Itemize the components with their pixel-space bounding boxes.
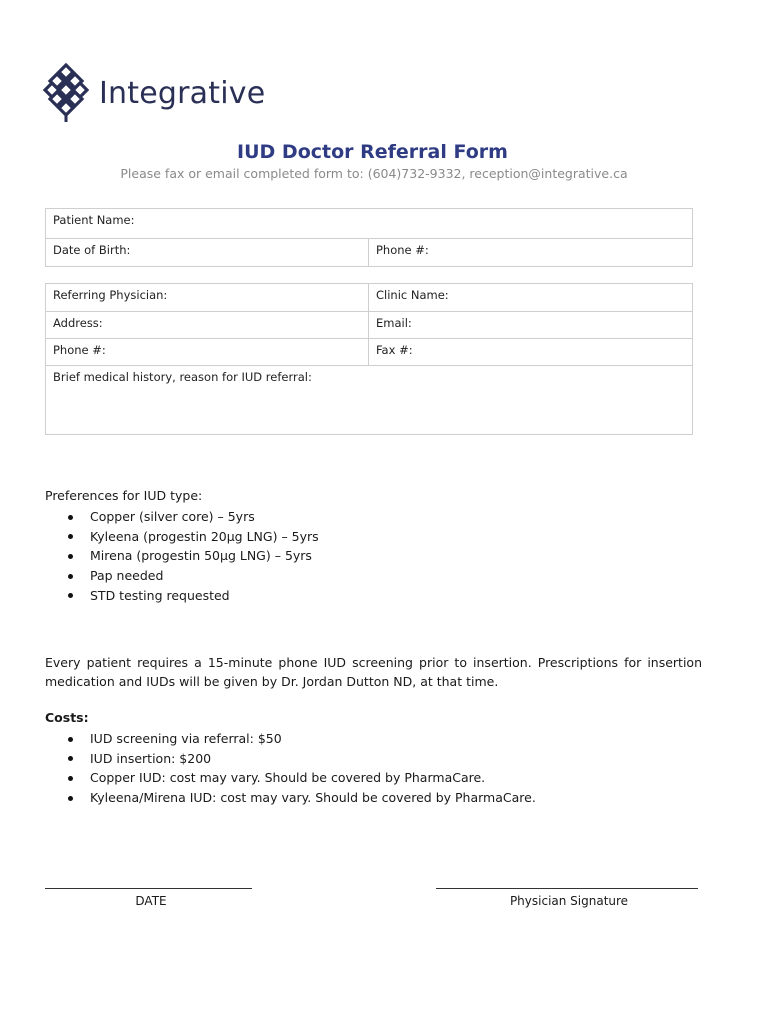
physician-phone-label: Phone #: (53, 343, 106, 357)
fax-label: Fax #: (376, 343, 413, 357)
patient-phone-label: Phone #: (376, 243, 429, 257)
clinic-name-field[interactable] (369, 284, 692, 311)
physician-signature-line[interactable] (436, 888, 698, 889)
logo-wordmark: Integrative (99, 75, 266, 111)
screening-note: Every patient requires a 15-minute phone IUD screening prior to insertion. Prescriptions for insertion medication and IUDs will be given by Dr. Jordan Dutton ND, at that time. (45, 655, 702, 689)
costs-list (66, 729, 536, 808)
address-field[interactable] (46, 312, 369, 338)
company-logo (43, 62, 265, 124)
list-item: Pap needed (66, 566, 319, 586)
physician-signature-label: Physician Signature (509, 894, 629, 908)
date-label: DATE (135, 894, 167, 908)
patient-phone-field[interactable] (369, 239, 692, 267)
list-item: STD testing requested (66, 586, 319, 606)
costs-heading: Costs: (45, 710, 89, 725)
patient-info-box (45, 208, 693, 267)
patient-name-label: Patient Name: (53, 213, 135, 227)
list-item: Kyleena/Mirena IUD: cost may vary. Should be covered by PharmaCare. (66, 788, 536, 808)
preferences-list (66, 507, 319, 605)
fax-field[interactable] (369, 339, 692, 365)
email-field[interactable] (369, 312, 692, 338)
clinic-name-label: Clinic Name: (376, 288, 449, 302)
list-item: IUD insertion: $200 (66, 749, 536, 769)
list-item: Mirena (progestin 50µg LNG) – 5yrs (66, 546, 319, 566)
physician-phone-field[interactable] (46, 339, 369, 365)
diamond-lattice-icon (43, 62, 89, 124)
date-of-birth-label: Date of Birth: (53, 243, 131, 257)
physician-info-box (45, 283, 693, 435)
address-label: Address: (53, 316, 103, 330)
medical-history-field[interactable] (46, 366, 692, 434)
referring-physician-label: Referring Physician: (53, 288, 168, 302)
medical-history-label: Brief medical history, reason for IUD referral: (53, 370, 312, 384)
referring-physician-field[interactable] (46, 284, 369, 311)
date-signature-line[interactable] (45, 888, 252, 889)
list-item: Copper IUD: cost may vary. Should be covered by PharmaCare. (66, 768, 536, 788)
preferences-heading: Preferences for IUD type: (45, 488, 203, 503)
form-title: IUD Doctor Referral Form (237, 141, 508, 163)
list-item: Kyleena (progestin 20µg LNG) – 5yrs (66, 527, 319, 547)
list-item: IUD screening via referral: $50 (66, 729, 536, 749)
email-label: Email: (376, 316, 412, 330)
list-item: Copper (silver core) – 5yrs (66, 507, 319, 527)
date-of-birth-field[interactable] (46, 239, 369, 267)
form-subtitle: Please fax or email completed form to: (604)732-9332, reception@integrative.ca (120, 166, 628, 181)
patient-name-field[interactable] (46, 209, 692, 238)
